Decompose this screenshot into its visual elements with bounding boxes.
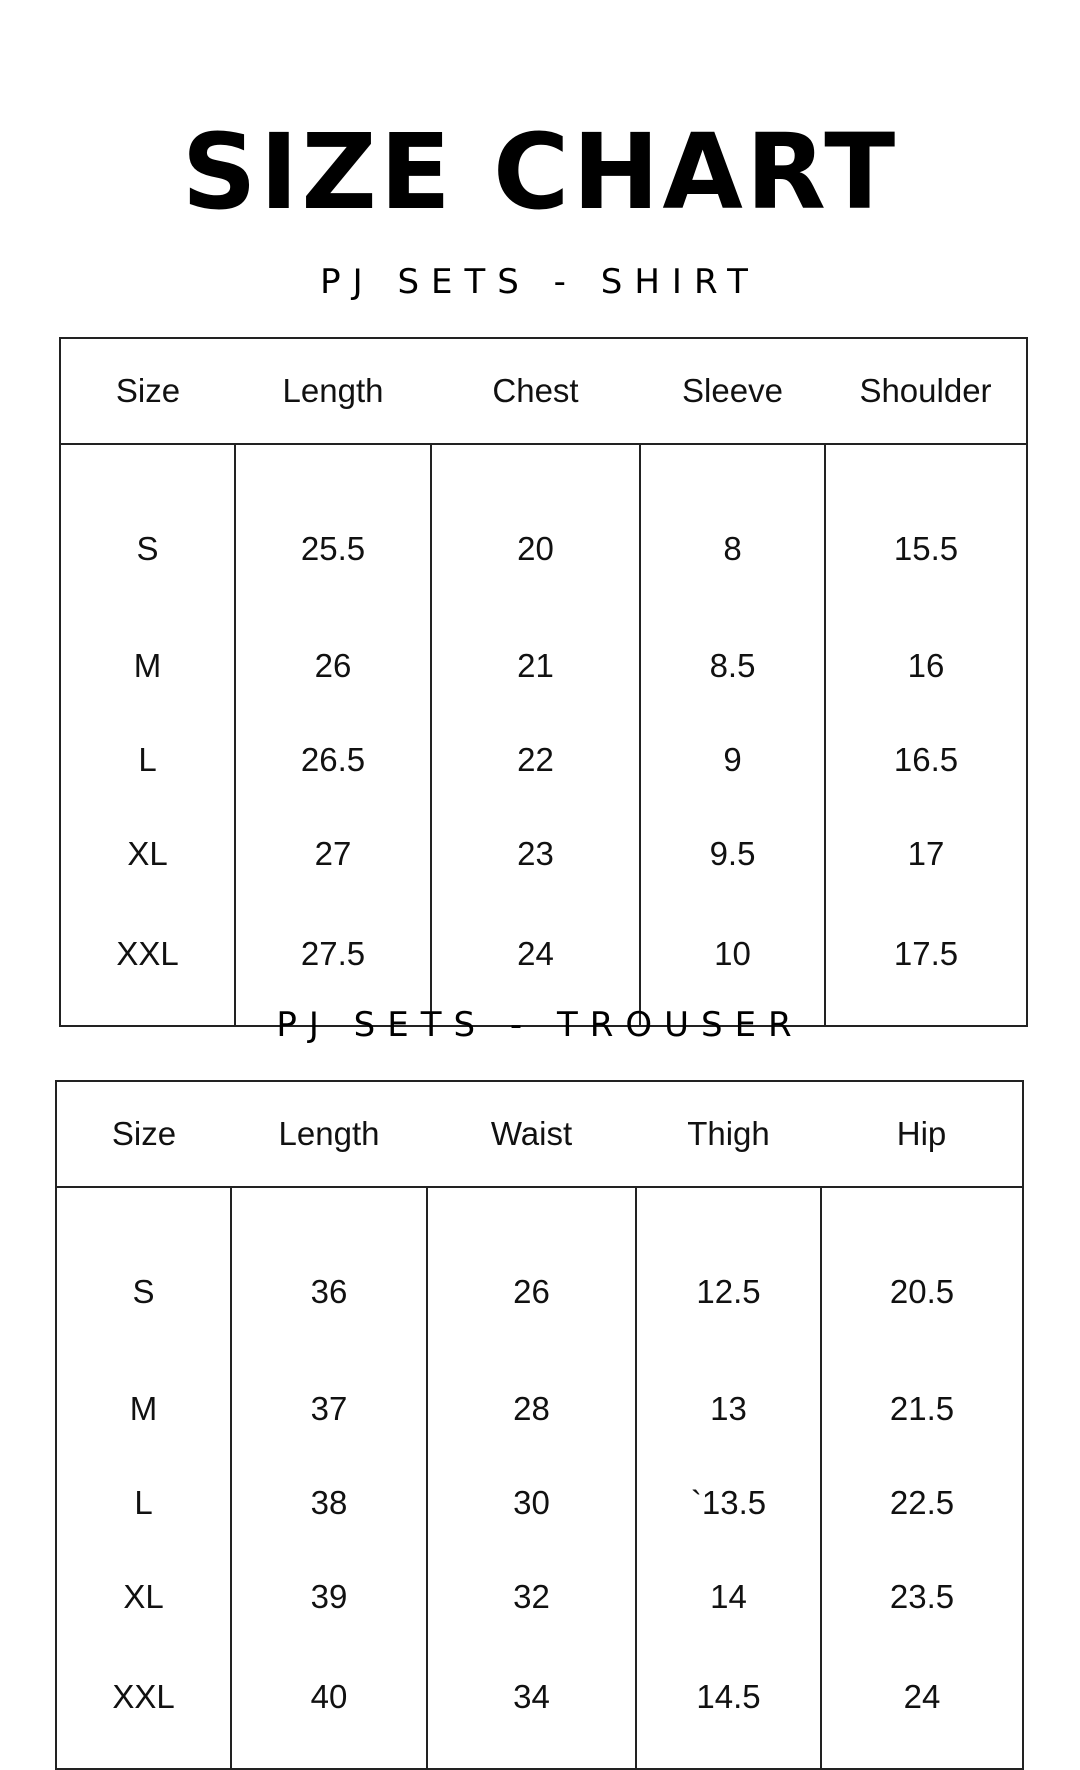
- table-cell-shoulder: 16.5: [825, 713, 1027, 807]
- table-cell-thigh: 12.5: [636, 1187, 821, 1362]
- table-cell-size: S: [56, 1187, 231, 1362]
- table-cell-size: XL: [56, 1550, 231, 1644]
- table-cell-thigh: 13: [636, 1362, 821, 1456]
- table-cell-waist: 34: [427, 1644, 636, 1769]
- column-header-size: Size: [60, 338, 235, 444]
- table-cell-size: XXL: [56, 1644, 231, 1769]
- table-cell-shoulder: 17: [825, 807, 1027, 901]
- column-header-hip: Hip: [821, 1081, 1023, 1187]
- table-cell-waist: 32: [427, 1550, 636, 1644]
- column-header-chest: Chest: [431, 338, 640, 444]
- table-cell-waist: 28: [427, 1362, 636, 1456]
- table-cell-waist: 26: [427, 1187, 636, 1362]
- table-cell-chest: 22: [431, 713, 640, 807]
- table-cell-length: 27: [235, 807, 431, 901]
- table-cell-length: 26: [235, 619, 431, 713]
- table-row: [56, 1644, 1023, 1769]
- table-header-row: [60, 338, 1027, 444]
- table-cell-hip: 24: [821, 1644, 1023, 1769]
- table-row: [60, 713, 1027, 807]
- table-cell-sleeve: 9.5: [640, 807, 825, 901]
- trouser-section-title: PJ SETS - TROUSER: [276, 1005, 804, 1045]
- table-cell-length: 36: [231, 1187, 427, 1362]
- table-cell-thigh: 14.5: [636, 1644, 821, 1769]
- column-header-waist: Waist: [427, 1081, 636, 1187]
- table-cell-size: XL: [60, 807, 235, 901]
- shirt-size-table: [59, 337, 1028, 1027]
- shirt-section-title: PJ SETS - SHIRT: [320, 262, 760, 302]
- table-cell-length: 26.5: [235, 713, 431, 807]
- table-row: [60, 444, 1027, 619]
- table-row: [56, 1362, 1023, 1456]
- table-row: [60, 619, 1027, 713]
- table-cell-hip: 21.5: [821, 1362, 1023, 1456]
- table-cell-sleeve: 8.5: [640, 619, 825, 713]
- table-row: [60, 807, 1027, 901]
- table-cell-length: 37: [231, 1362, 427, 1456]
- table-cell-sleeve: 8: [640, 444, 825, 619]
- table-cell-hip: 20.5: [821, 1187, 1023, 1362]
- table-cell-chest: 21: [431, 619, 640, 713]
- table-cell-chest: 20: [431, 444, 640, 619]
- table-cell-size: M: [60, 619, 235, 713]
- column-header-shoulder: Shoulder: [825, 338, 1027, 444]
- table-header-row: [56, 1081, 1023, 1187]
- column-header-thigh: Thigh: [636, 1081, 821, 1187]
- table-cell-size: XXL: [60, 901, 235, 1026]
- column-header-length: Length: [235, 338, 431, 444]
- table-cell-size: M: [56, 1362, 231, 1456]
- column-header-size: Size: [56, 1081, 231, 1187]
- page-title: SIZE CHART: [181, 111, 899, 233]
- table-cell-length: 25.5: [235, 444, 431, 619]
- table-cell-hip: 23.5: [821, 1550, 1023, 1644]
- table-cell-hip: 22.5: [821, 1456, 1023, 1550]
- column-header-sleeve: Sleeve: [640, 338, 825, 444]
- table-cell-size: L: [60, 713, 235, 807]
- table-cell-shoulder: 15.5: [825, 444, 1027, 619]
- table-cell-shoulder: 17.5: [825, 901, 1027, 1026]
- table-cell-length: 40: [231, 1644, 427, 1769]
- table-cell-chest: 23: [431, 807, 640, 901]
- table-cell-thigh: `13.5: [636, 1456, 821, 1550]
- table-cell-length: 39: [231, 1550, 427, 1644]
- table-cell-chest: 24: [431, 901, 640, 1026]
- table-cell-waist: 30: [427, 1456, 636, 1550]
- table-cell-thigh: 14: [636, 1550, 821, 1644]
- table-row: [56, 1550, 1023, 1644]
- table-cell-length: 38: [231, 1456, 427, 1550]
- table-cell-sleeve: 9: [640, 713, 825, 807]
- table-cell-sleeve: 10: [640, 901, 825, 1026]
- table-cell-size: S: [60, 444, 235, 619]
- table-cell-length: 27.5: [235, 901, 431, 1026]
- trouser-size-table: [55, 1080, 1024, 1770]
- table-row: [56, 1456, 1023, 1550]
- table-row: [56, 1187, 1023, 1362]
- column-header-length: Length: [231, 1081, 427, 1187]
- table-cell-size: L: [56, 1456, 231, 1550]
- table-cell-shoulder: 16: [825, 619, 1027, 713]
